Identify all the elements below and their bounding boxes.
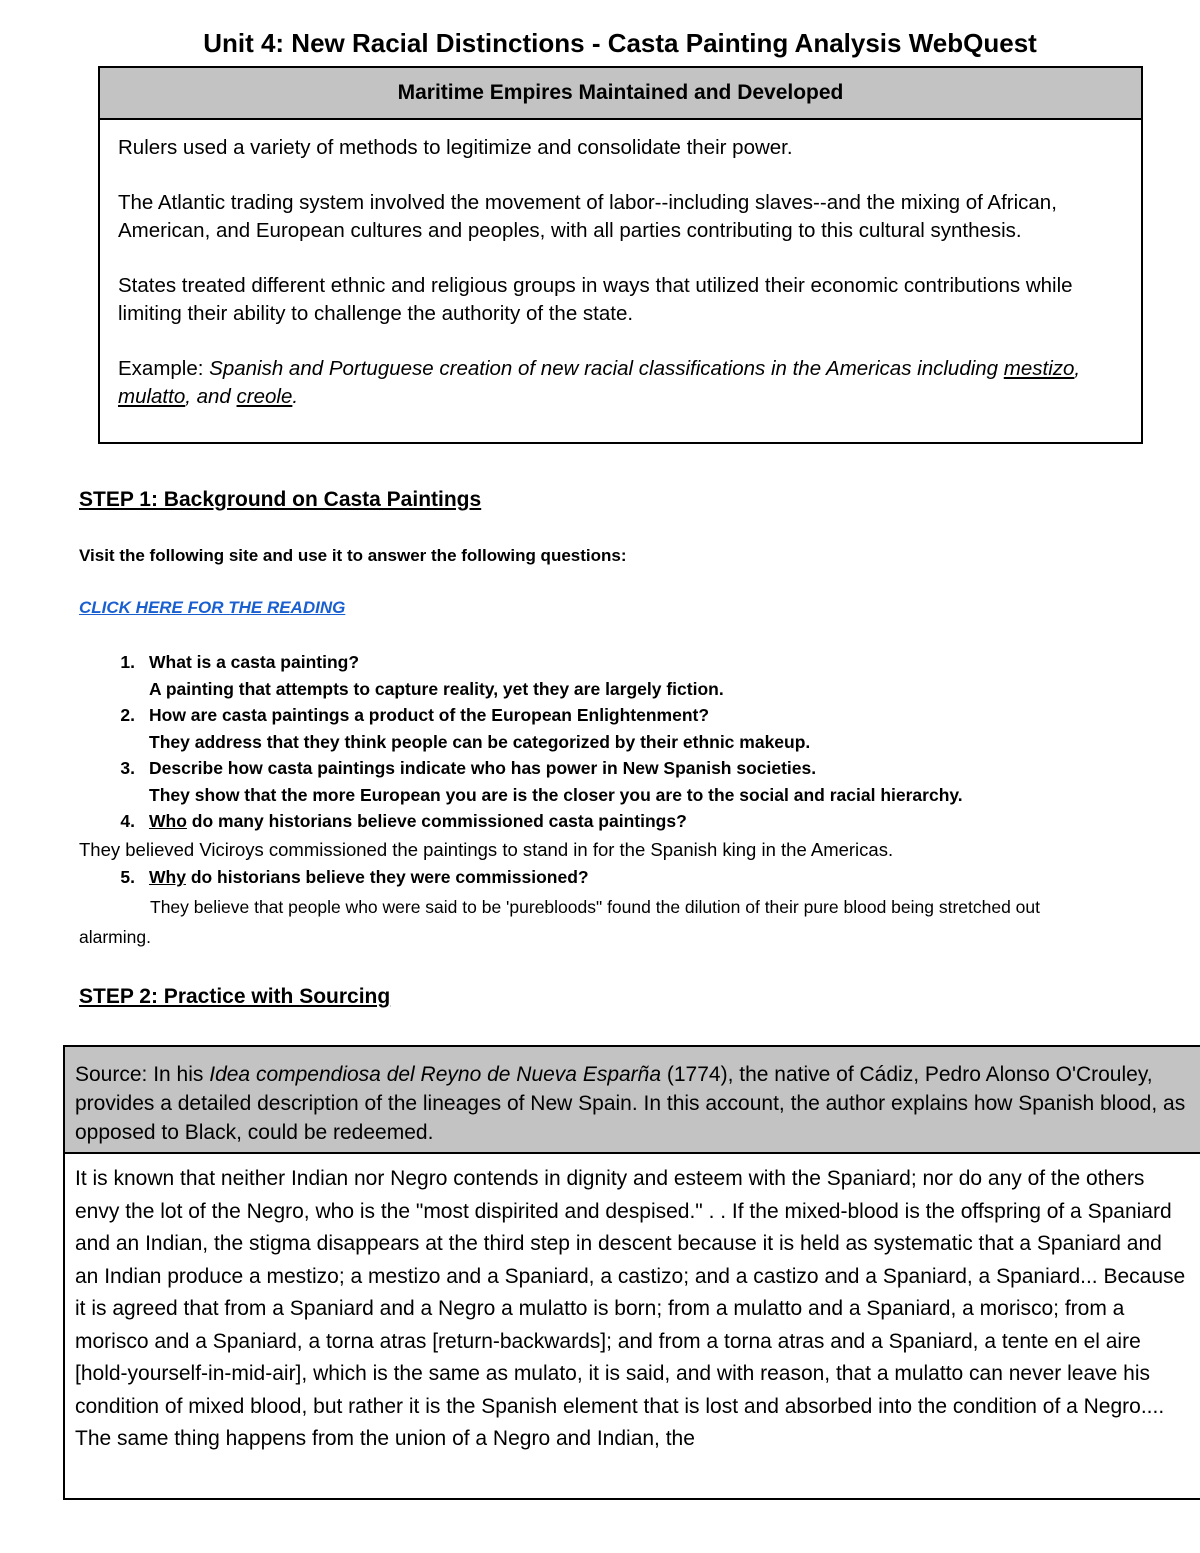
answer-1: A painting that attempts to capture reality, yet they are largely fiction. xyxy=(149,679,724,699)
question-number: 4. xyxy=(120,811,135,831)
question-number: 1. xyxy=(120,652,135,672)
question-keyword: Who xyxy=(149,811,187,831)
term-creole: creole xyxy=(236,385,293,408)
standard-paragraph: The Atlantic trading system involved the movement of labor--including slaves--and the mixing of African, American, and European cultures and peoples, with all parties contributing to this cultural synthesis. xyxy=(118,191,1057,242)
question-rest: do historians believe they were commissioned? xyxy=(185,867,589,887)
period: . xyxy=(292,385,299,408)
standards-header: Maritime Empires Maintained and Developed xyxy=(100,68,1141,120)
example-text: Spanish and Portuguese creation of new racial classifications in the Americas including xyxy=(209,357,1004,380)
question-text xyxy=(149,867,589,888)
source-title: Idea compendiosa del Reyno de Nueva Esparña xyxy=(209,1063,662,1086)
standard-paragraph: States treated different ethnic and religious groups in ways that utilized their economic contributions while limiting their ability to challenge the authority of the state. xyxy=(118,274,1073,325)
term-mestizo: mestizo xyxy=(1003,357,1075,380)
question-text: How are casta paintings a product of the European Enlightenment? xyxy=(149,705,710,725)
question-text: Describe how casta paintings indicate who has power in New Spanish societies. xyxy=(149,758,817,778)
source-description: (1774), the native of Cádiz, Pedro Alonso O'Crouley, provides a detailed description of the lineages of New Spain. In this account, the author explains how Spanish blood, as opposed to Black, could be redeemed. xyxy=(75,1063,1186,1144)
standard-example xyxy=(118,355,1123,411)
step1-heading: STEP 1: Background on Casta Paintings xyxy=(79,488,482,511)
standards-body xyxy=(100,120,1141,411)
standards-box xyxy=(98,66,1143,444)
reading-link[interactable]: CLICK HERE FOR THE READING xyxy=(79,598,346,617)
source-prefix: Source: In his xyxy=(75,1063,210,1086)
term-mulatto: mulatto xyxy=(118,385,186,408)
question-number: 5. xyxy=(120,867,135,887)
source-box xyxy=(63,1045,1200,1500)
question-rest: do many historians believe commissioned casta paintings? xyxy=(186,811,687,831)
answer-5-line1: They believe that people who were said to be 'purebloods" found the dilution of their pure blood being stretched out xyxy=(150,897,1041,917)
source-excerpt: It is known that neither Indian nor Negro contends in dignity and esteem with the Spaniard; nor do any of the others envy the lot of the Negro, who is the "most dispirited and despised." . . If the mixed-blood is the offspring of a Spaniard and an Indian, the stigma disappears at the third step in descent because it is held as systematic that a Spaniard and an Indian produce a mestizo; a mestizo and a Spaniard, a castizo; and a castizo and a Spaniard, a Spaniard... Because it is agreed that from a Spaniard and a Negro a mulatto is born; from a mulatto and a Spaniard, a morisco; from a morisco and a Spaniard, a torna atras [return-backwards]; and from a torna atras and a Spaniard, a tente en el aire [hold-yourself-in-mid-air], which is the same as mulato, it is said, and with reason, that a mulatto can never leave his condition of mixed blood, but rather it is the Spanish element that is lost and absorbed into the condition of a Negro.... The same thing happens from the union of a Negro and Indian, the xyxy=(75,1167,1186,1450)
question-text xyxy=(149,811,687,832)
answer-4: They believed Viciroys commissioned the paintings to stand in for the Spanish king in the Americas. xyxy=(79,839,894,860)
separator: , xyxy=(1074,357,1081,380)
instructions: Visit the following site and use it to answer the following questions: xyxy=(79,546,627,565)
answer-5-line2: alarming. xyxy=(79,927,151,947)
question-text: What is a casta painting? xyxy=(149,652,360,672)
answer-3: They show that the more European you are is the closer you are to the social and racial hierarchy. xyxy=(149,785,963,805)
separator: , and xyxy=(185,385,237,408)
answer-2: They address that they think people can be categorized by their ethnic makeup. xyxy=(149,732,811,752)
step2-heading: STEP 2: Practice with Sourcing xyxy=(79,985,391,1008)
source-citation xyxy=(65,1047,1200,1154)
question-number: 3. xyxy=(120,758,135,778)
question-keyword: Why xyxy=(149,867,186,887)
standard-paragraph: Rulers used a variety of methods to legitimize and consolidate their power. xyxy=(118,136,793,159)
example-label: Example: xyxy=(118,357,210,380)
page-title: Unit 4: New Racial Distinctions - Casta Painting Analysis WebQuest xyxy=(203,28,1037,58)
question-number: 2. xyxy=(120,705,135,725)
